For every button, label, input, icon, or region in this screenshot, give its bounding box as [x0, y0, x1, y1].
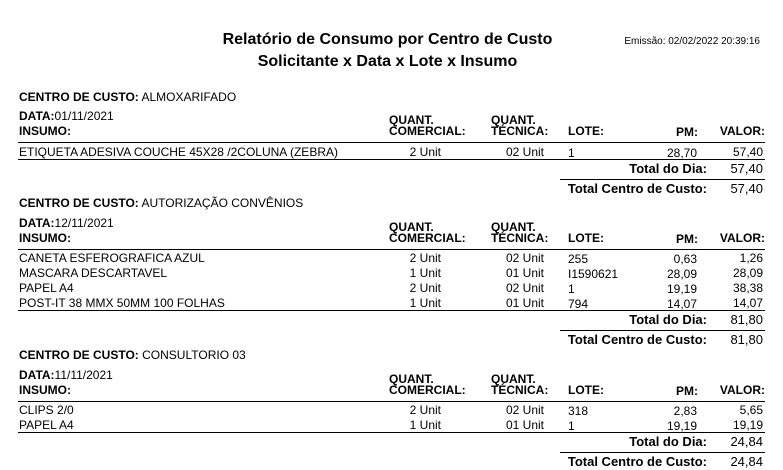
row-qty-technical: 02 Unit: [505, 281, 544, 295]
row-item: PAPEL A4: [19, 418, 74, 432]
rows-divider: [18, 310, 765, 311]
header-qty-commercial-1: QUANT.: [389, 113, 434, 127]
header-divider: [18, 142, 765, 143]
day-total-divider: [560, 330, 765, 331]
header-lot: LOTE:: [568, 124, 604, 138]
row-lot: 1: [568, 282, 575, 296]
header-qty-commercial-2: COMERCIAL:: [389, 231, 466, 245]
row-pm: 28,70: [666, 146, 697, 160]
header-qty-technical-2: TÉCNICA:: [491, 231, 549, 245]
header-lot: LOTE:: [568, 231, 604, 245]
row-item: MASCARA DESCARTAVEL: [19, 266, 168, 280]
day-total-label: Total do Dia:: [629, 434, 707, 449]
header-item: INSUMO:: [19, 231, 71, 245]
cost-center-total-value: 24,84: [730, 454, 763, 469]
row-value: 1,26: [739, 251, 763, 265]
day-total-value: 57,40: [730, 161, 763, 176]
header-item: INSUMO:: [19, 383, 71, 397]
row-value: 19,19: [732, 418, 763, 432]
header-qty-commercial-2: COMERCIAL:: [389, 124, 466, 138]
header-qty-technical-1: QUANT.: [491, 372, 536, 386]
row-pm: 19,19: [666, 419, 697, 433]
row-item: PAPEL A4: [19, 281, 74, 295]
date-line: [19, 216, 114, 230]
cost-center-label: CENTRO DE CUSTO:: [19, 348, 139, 362]
row-lot: 794: [568, 297, 589, 311]
date-line: [19, 368, 113, 382]
day-total-divider: [560, 179, 765, 180]
row-lot: 255: [568, 252, 589, 266]
header-qty-technical-2: TÉCNICA:: [491, 383, 549, 397]
cost-center-line: [19, 348, 246, 362]
day-total-label: Total do Dia:: [629, 161, 707, 176]
row-pm: 28,09: [666, 267, 697, 281]
row-qty-technical: 02 Unit: [505, 145, 544, 159]
emission-timestamp: Emissão: 02/02/2022 20:39:16: [624, 36, 760, 47]
row-pm: 14,07: [666, 297, 697, 311]
date-value: 01/11/2021: [54, 109, 114, 123]
header-pm: PM:: [676, 384, 698, 398]
header-lot: LOTE:: [568, 383, 604, 397]
row-qty-technical: 01 Unit: [505, 296, 544, 310]
row-item: CANETA ESFEROGRAFICA AZUL: [19, 251, 205, 265]
header-qty-technical-2: TÉCNICA:: [491, 124, 549, 138]
row-qty-commercial: 2 Unit: [409, 145, 441, 159]
row-qty-commercial: 1 Unit: [409, 266, 441, 280]
row-qty-technical: 02 Unit: [505, 403, 544, 417]
row-value: 14,07: [732, 296, 763, 310]
row-lot: 1: [568, 146, 575, 160]
cost-center-value: AUTORIZAÇÃO CONVÊNIOS: [141, 196, 304, 210]
date-line: [19, 109, 114, 123]
row-qty-commercial: 1 Unit: [409, 296, 441, 310]
cost-center-total-value: 57,40: [730, 181, 763, 196]
header-qty-commercial-1: QUANT.: [389, 372, 434, 386]
row-lot: 318: [568, 404, 589, 418]
day-total-divider: [560, 452, 765, 453]
row-item: ETIQUETA ADESIVA COUCHE 45X28 /2COLUNA (ZEBRA): [19, 145, 338, 159]
date-value: 11/11/2021: [54, 368, 113, 382]
header-qty-technical-1: QUANT.: [491, 220, 536, 234]
header-divider: [18, 401, 765, 402]
cost-center-label: CENTRO DE CUSTO:: [19, 90, 139, 104]
cost-center-value: ALMOXARIFADO: [141, 90, 237, 104]
date-label: DATA:: [19, 216, 55, 230]
row-lot: 1: [568, 419, 575, 433]
report-title: Relatório de Consumo por Centro de Custo: [222, 31, 553, 48]
header-divider: [18, 249, 765, 250]
header-item: INSUMO:: [19, 124, 71, 138]
day-total-label: Total do Dia:: [629, 312, 707, 327]
row-item: POST-IT 38 MMX 50MM 100 FOLHAS: [19, 296, 225, 310]
cost-center-value: CONSULTORIO 03: [142, 348, 246, 362]
rows-divider: [18, 432, 765, 433]
row-qty-commercial: 2 Unit: [409, 251, 441, 265]
row-value: 57,40: [732, 145, 763, 159]
cost-center-total-label: Total Centro de Custo:: [567, 181, 707, 196]
row-qty-commercial: 2 Unit: [409, 281, 441, 295]
row-qty-technical: 01 Unit: [505, 418, 544, 432]
row-value: 28,09: [732, 266, 763, 280]
row-pm: 0,63: [673, 252, 697, 266]
day-total-value: 24,84: [730, 434, 763, 449]
row-value: 5,65: [739, 403, 763, 417]
cost-center-label: CENTRO DE CUSTO:: [19, 196, 139, 210]
cost-center-line: [19, 196, 303, 210]
row-value: 38,38: [732, 281, 763, 295]
date-value: 12/11/2021: [54, 216, 114, 230]
row-pm: 19,19: [666, 282, 697, 296]
day-total-value: 81,80: [730, 312, 763, 327]
row-item: CLIPS 2/0: [19, 403, 74, 417]
row-lot: I1590621: [568, 267, 619, 281]
header-pm: PM:: [676, 232, 698, 246]
row-qty-technical: 02 Unit: [505, 251, 544, 265]
header-qty-technical-1: QUANT.: [491, 113, 536, 127]
header-qty-commercial-2: COMERCIAL:: [389, 383, 466, 397]
header-pm: PM:: [676, 125, 698, 139]
row-pm: 2,83: [673, 404, 697, 418]
cost-center-total-value: 81,80: [730, 332, 763, 347]
date-label: DATA:: [19, 368, 55, 382]
cost-center-total-label: Total Centro de Custo:: [567, 454, 707, 469]
header-qty-commercial-1: QUANT.: [389, 220, 434, 234]
header-value: VALOR:: [719, 124, 765, 138]
report-subtitle: Solicitante x Data x Lote x Insumo: [257, 53, 518, 70]
row-qty-commercial: 1 Unit: [409, 418, 441, 432]
row-qty-commercial: 2 Unit: [409, 403, 441, 417]
row-qty-technical: 01 Unit: [505, 266, 544, 280]
rows-divider: [18, 159, 765, 160]
date-label: DATA:: [19, 109, 55, 123]
cost-center-total-label: Total Centro de Custo:: [567, 332, 707, 347]
header-value: VALOR:: [719, 231, 765, 245]
header-value: VALOR:: [719, 383, 765, 397]
cost-center-line: [19, 90, 236, 104]
